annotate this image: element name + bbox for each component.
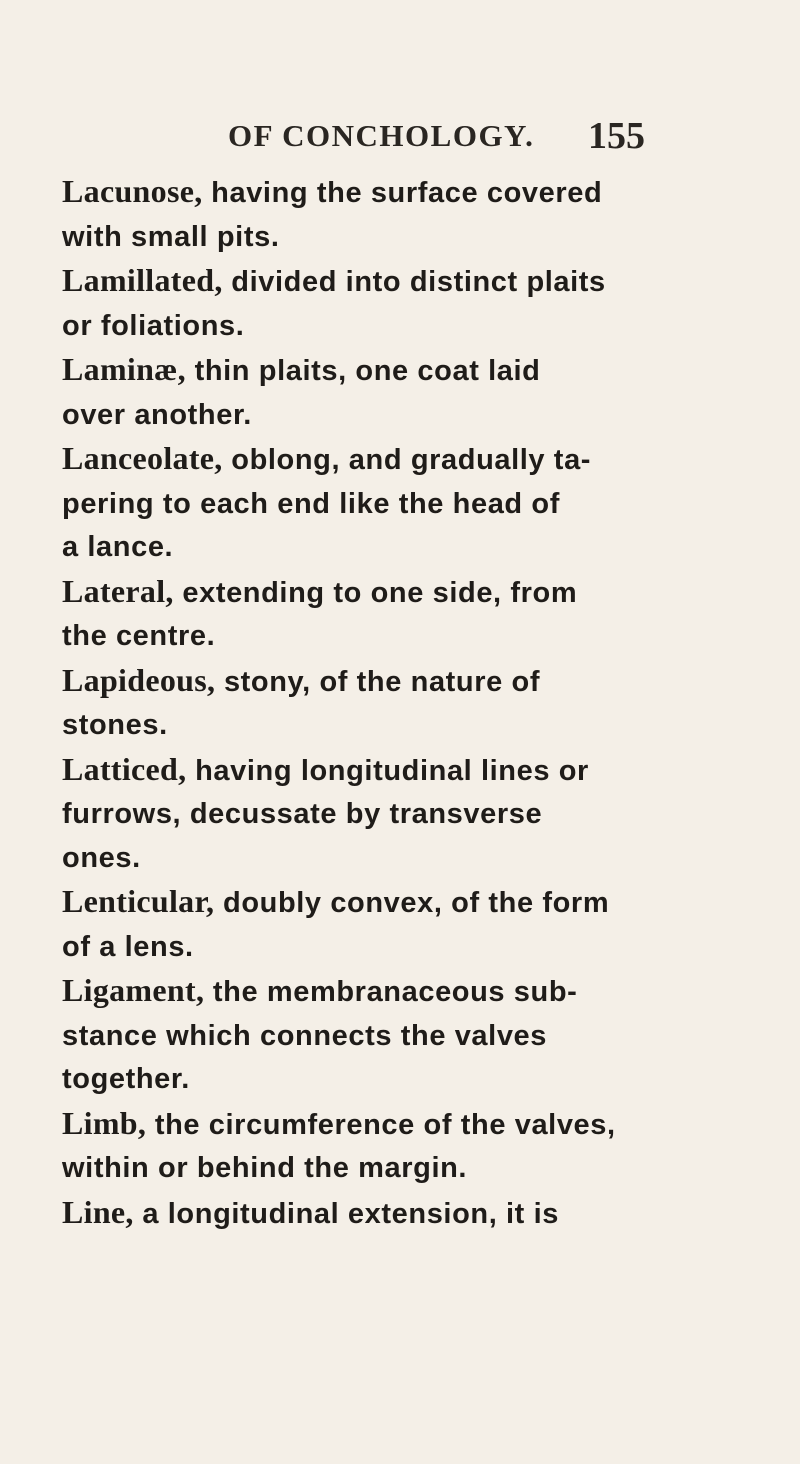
entry-term: Ligament, (62, 972, 205, 1008)
glossary-entry-lateral (62, 570, 662, 659)
glossary-entry-line (62, 1191, 662, 1237)
entry-text: over another. (62, 398, 252, 431)
entry-text: or foliations. (62, 309, 245, 342)
entry-term: Lenticular, (62, 883, 215, 919)
entry-text: thin plaits, one coat laid (185, 355, 541, 387)
entry-text: oblong, and gradually ta- (222, 444, 592, 476)
entry-text: together. (62, 1063, 190, 1095)
entry-text: ones. (62, 841, 141, 874)
entry-text: furrows, decussate by transverse (62, 798, 543, 830)
entry-term: Line, (62, 1193, 134, 1230)
glossary-entry-lenticular (62, 880, 662, 969)
entry-term: Lamillated, (62, 262, 223, 298)
glossary-entry-laminae (62, 348, 662, 437)
entry-text: stony, of the nature of (215, 665, 541, 698)
glossary-entry-ligament (62, 969, 662, 1102)
entry-text: a longitudinal extension, it is (133, 1197, 559, 1230)
page-header (0, 115, 800, 158)
entry-term: Latticed, (62, 750, 187, 787)
entry-text: the circumference of the valves, (146, 1108, 616, 1141)
entry-term: Lanceolate, (62, 440, 223, 476)
glossary-body (62, 170, 662, 1236)
entry-term: Lacunose, (62, 173, 203, 209)
entry-text: extending to one side, from (173, 576, 578, 609)
entry-text: doubly convex, of the form (214, 887, 610, 919)
entry-text: stance which connects the valves (62, 1019, 547, 1052)
entry-text: divided into distinct plaits (222, 266, 606, 298)
glossary-entry-lacunose (62, 170, 662, 259)
entry-text: a lance. (62, 531, 174, 563)
entry-text: of a lens. (62, 930, 194, 963)
entry-text: the centre. (62, 620, 216, 652)
entry-text: pering to each end like the head of (62, 487, 560, 520)
entry-text: having longitudinal lines or (186, 754, 589, 787)
glossary-entry-limb (62, 1102, 662, 1191)
entry-text: within or behind the margin. (62, 1152, 468, 1184)
entry-text: stones. (62, 709, 168, 741)
entry-text: having the surface covered (202, 177, 603, 209)
entry-term: Lapideous, (62, 661, 216, 698)
page-number: 155 (588, 115, 645, 157)
glossary-entry-lanceolate (62, 437, 662, 570)
running-head: OF CONCHOLOGY. (228, 118, 535, 153)
glossary-entry-lamillated (62, 259, 662, 348)
entry-text: the membranaceous sub- (204, 976, 578, 1008)
entry-term: Lateral, (62, 572, 174, 609)
glossary-entry-latticed (62, 748, 662, 881)
entry-text: with small pits. (62, 220, 280, 253)
glossary-entry-lapideous (62, 659, 662, 748)
entry-term: Laminæ, (62, 351, 186, 387)
entry-term: Limb, (62, 1104, 147, 1141)
